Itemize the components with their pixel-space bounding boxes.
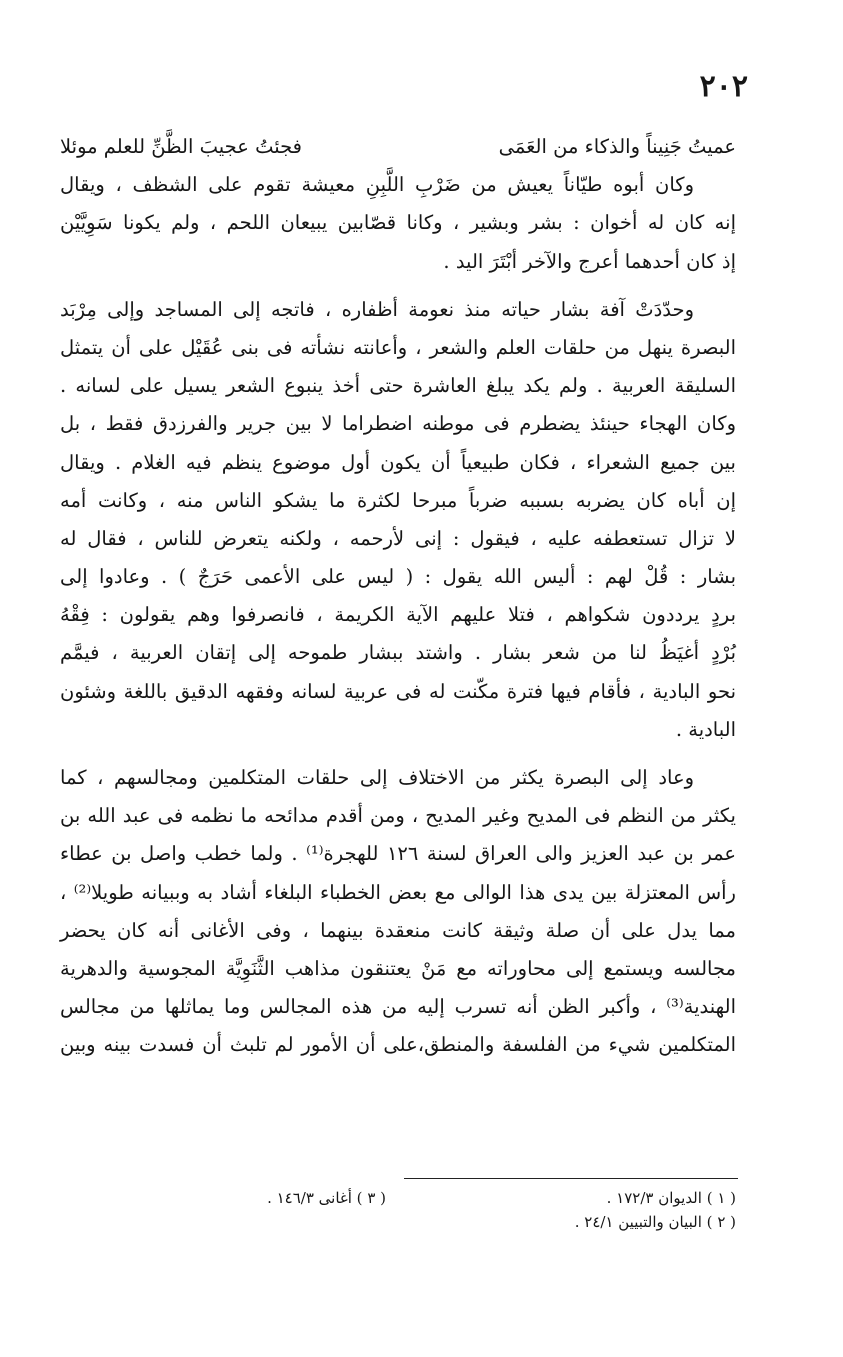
text-line: الهندية⁽³⁾ ، وأكبر الظن أنه تسرب إليه من هذه المجالس وما يماثلها من مجالس bbox=[60, 995, 736, 1019]
paragraph-3 bbox=[60, 759, 736, 1065]
verse-hemistich-1: عميتُ جَنِيناً والذكاء من العَمَى bbox=[498, 135, 736, 158]
footnote-divider bbox=[404, 1178, 738, 1179]
text-line: بين جميع الشعراء ، فكان طبيعياً أن يكون أول موضوع ينظم فيه الغلام . ويقال bbox=[60, 450, 736, 474]
verse-hemistich-2: فجئتُ عجيبَ الظَّنِّ للعلم موئلا bbox=[60, 135, 303, 158]
text-line: إنه كان له أخوان : بشر وبشير ، وكانا قصّابين يبيعان اللحم ، ولم يكونا سَوِيَّيْن bbox=[60, 211, 736, 235]
text-line: البادية . bbox=[675, 717, 736, 741]
text-line: رأس المعتزلة بين يدى هذا الوالى مع بعض الخطباء البلغاء أشاد به وببيانه طويلا⁽²⁾ ، bbox=[60, 880, 736, 904]
text-line: وكان أبوه طيّاناً يعيش من ضَرْبِ اللَّبِنِ معيشة تقوم على الشظف ، ويقال bbox=[60, 173, 694, 197]
text-line: وعاد إلى البصرة يكثر من الاختلاف إلى حلقات المتكلمين ومجالسهم ، كما bbox=[60, 766, 694, 789]
text-line: مجالسه ويستمع إلى محاوراته مع مَنْ يعتنقون مذاهب الثَّنَوِيَّة المجوسية والدهرية bbox=[60, 956, 736, 980]
text-line: بشار : قُلْ لهم : أليس الله يقول : ( ليس على الأعمى حَرَجٌ ) . وعادوا إلى bbox=[60, 565, 736, 589]
text-line: نحو البادية ، فأقام فيها فترة مكّنت له فى عربية لسانه وفقهه الدقيق باللغة وشئون bbox=[60, 679, 736, 703]
text-line: يكثر من النظم فى المديح وغير المديح ، ومن أقدم مدائحه ما نظمه فى عبد الله بن bbox=[60, 804, 736, 828]
body-text bbox=[60, 128, 736, 1065]
text-line: السليقة العربية . ولم يكد يبلغ العاشرة حتى أخذ ينبوع الشعر يسيل على لسانه . bbox=[60, 374, 736, 398]
text-line: إن أباه كان يضربه بسببه ضرباً مبرحا لكثرة ما يشكو الناس منه ، وكانت أمه bbox=[60, 488, 736, 512]
verse-line bbox=[60, 128, 736, 166]
text-line: لا تزال تستعطفه عليه ، فيقول : إنى لأرحمه ، ولكنه يتعرض للناس ، فقال له bbox=[60, 526, 736, 550]
text-line: عمر بن عبد العزيز والى العراق لسنة ١٢٦ للهجرة⁽¹⁾ . ولما خطب واصل بن عطاء bbox=[60, 842, 737, 866]
paragraph-2 bbox=[60, 291, 736, 749]
text-line: إذ كان أحدهما أعرج والآخر أبْتَرَ اليد . bbox=[443, 249, 736, 273]
footnote-2: ( ٢ ) البيان والتبيين ٢٤/١ . bbox=[574, 1213, 736, 1231]
paragraph-1 bbox=[60, 166, 736, 281]
footnote-3: ( ٣ ) أغانى ١٤٦/٣ . bbox=[267, 1189, 386, 1207]
page-number: ٢٠٢ bbox=[699, 69, 748, 104]
text-line: مما يدل على أن صلة وثيقة كانت منعقدة بينهما ، وفى الأغانى أنه كان يحضر bbox=[60, 918, 736, 942]
text-line: وكان الهجاء حينئذ يضطرم فى موطنه اضطراما لا بين جرير والفرزدق فقط ، بل bbox=[60, 412, 736, 436]
text-line: بردٍ يرددون شكواهم ، فتلا عليهم الآية الكريمة ، فانصرفوا وهم يقولون : فِقْهُ bbox=[60, 603, 736, 627]
footnotes bbox=[96, 1186, 736, 1234]
text-line: بُرْدٍ أغيَظُ لنا من شعر بشار . واشتد ببشار طموحه إلى إتقان العربية ، فيمَّم bbox=[60, 641, 736, 665]
footnote-1: ( ١ ) الديوان ١٧٢/٣ . bbox=[606, 1189, 736, 1207]
text-line: البصرة ينهل من حلقات العلم والشعر ، وأعانته نشأته فى بنى عُقَيْل على أن يتمثل bbox=[60, 335, 736, 359]
text-line: وحدّدَتْ آفة بشار حياته منذ نعومة أظفاره ، فاتجه إلى المساجد وإلى مِرْبَد bbox=[60, 297, 694, 321]
text-line: المتكلمين شيء من الفلسفة والمنطق،على أن الأمور لم تلبث أن فسدت بينه وبين bbox=[60, 1033, 736, 1057]
